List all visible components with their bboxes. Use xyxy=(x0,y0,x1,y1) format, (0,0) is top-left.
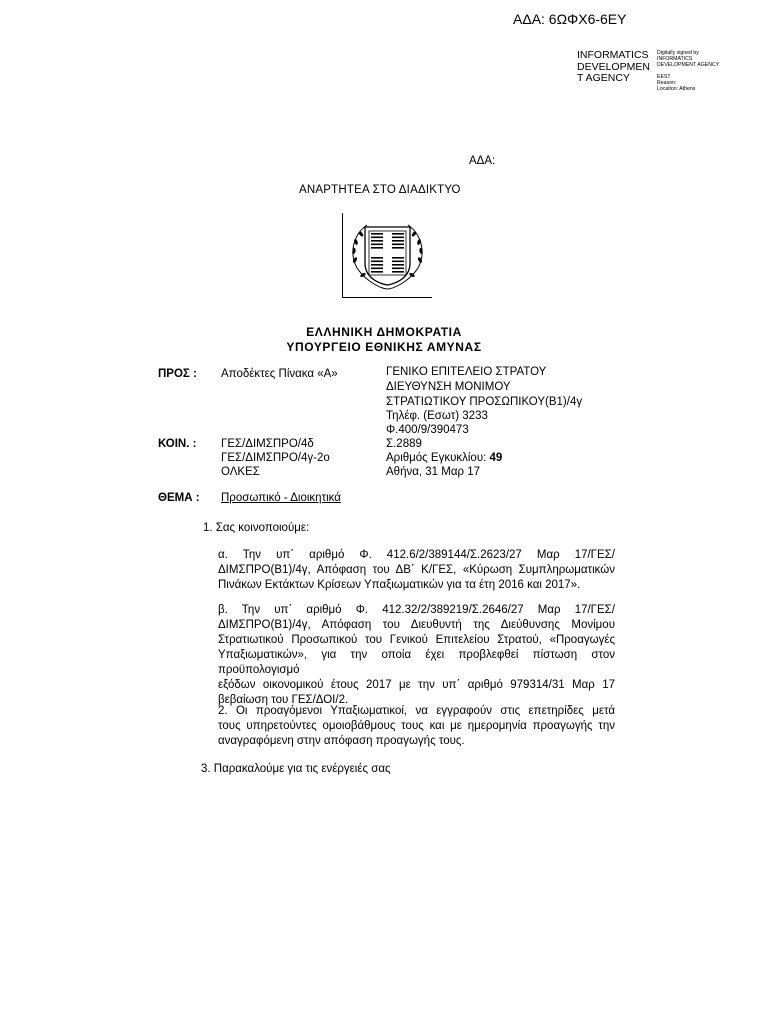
paragraph-line: Στρατιωτικού Προσωπικού του Γενικού Επιτελείου Στρατού, «Προαγωγές xyxy=(218,634,615,646)
emblem-frame xyxy=(342,213,432,298)
signature-detail-line: EEST xyxy=(657,74,671,80)
thema-label: ΘΕΜΑ : xyxy=(158,492,200,504)
signature-org xyxy=(577,50,650,85)
koin-line: ΓΕΣ/ΔΙΜΣΠΡΟ/4δ xyxy=(221,438,314,450)
signature-detail-line: Reason: xyxy=(657,80,677,86)
sender-line: ΓΕΝΙΚΟ ΕΠΙΤΕΛΕΙΟ ΣΤΡΑΤΟΥ xyxy=(386,366,547,378)
sender-line: Σ.2889 xyxy=(386,438,422,450)
signature-detail-line: DEVELOPMENT AGENCY xyxy=(657,62,720,68)
paragraph-line: αναγραφόμενη στην απόφαση προαγωγής τους. xyxy=(218,735,465,747)
circular-label: Αριθμός Εγκυκλίου: xyxy=(386,452,487,464)
paragraph-line: β. Την υπ΄ αριθμό Φ. 412.32/2/389219/Σ.2646/27 Μαρ 17/ΓΕΣ/ xyxy=(218,604,615,616)
sender-line: ΣΤΡΑΤΙΩΤΙΚΟΥ ΠΡΟΣΩΠΙΚΟΥ(Β1)/4γ xyxy=(386,396,583,408)
paragraph-line: τους υπηρετούντες ομοιοβάθμους τους και με ημερομηνία προαγωγής την xyxy=(218,720,615,732)
koin-line: ΓΕΣ/ΔΙΜΣΠΡΟ/4γ-2ο xyxy=(221,452,330,464)
header-ministry: ΥΠΟΥΡΓΕΙΟ ΕΘΝΙΚΗΣ ΑΜΥΝΑΣ xyxy=(286,340,482,354)
paragraph-1b xyxy=(218,603,615,708)
sender-line: ΔΙΕΥΘΥΝΣΗ ΜΟΝΙΜΟΥ xyxy=(386,381,511,393)
posting-note: ΑΝΑΡΤΗΤΕΑ ΣΤΟ ΔΙΑΔΙΚΤΥΟ xyxy=(299,184,461,196)
signature-detail-line: Location: Athens xyxy=(657,86,696,92)
pros-label: ΠΡΟΣ : xyxy=(158,368,197,380)
paragraph-line: Υπαξιωματικών», για την οποία έχει προβλεφθεί πίστωση στον προϋπολογισμό xyxy=(218,649,615,676)
pros-value: Αποδέκτες Πίνακα «Α» xyxy=(221,368,338,380)
koin-label: ΚΟΙΝ. : xyxy=(158,438,197,450)
paragraph-1a xyxy=(218,548,615,593)
greek-coat-of-arms-icon xyxy=(343,213,432,297)
signature-org-line: DEVELOPMEN xyxy=(577,60,650,73)
signature-detail-line: INFORMATICS xyxy=(657,56,693,62)
circular-value: 49 xyxy=(489,452,503,464)
ada-code-top: ΑΔΑ: 6ΩΦΧ6-6ΕΥ xyxy=(513,11,627,27)
paragraph-line: α. Την υπ΄ αριθμό Φ. 412.6/2/389144/Σ.2623/27 Μαρ 17/ΓΕΣ/ xyxy=(218,549,615,561)
document-date: Αθήνα, 31 Μαρ 17 xyxy=(386,466,480,478)
ada-label: ΑΔΑ: xyxy=(469,155,496,167)
paragraph-2 xyxy=(218,704,615,749)
circular-number xyxy=(386,452,502,464)
signature-detail-line: Digitally signed by xyxy=(657,50,699,56)
paragraph-line: βεβαίωση του ΓΕΣ/ΔΟΙ/2. xyxy=(218,694,349,706)
koin-line: ΟΛΚΕΣ xyxy=(221,466,260,478)
paragraph-line: ΔΙΜΣΠΡΟ(Β1)/4γ, Απόφαση του Διευθυντή της Διεύθυνσης Μονίμου xyxy=(218,619,615,631)
header-republic: ΕΛΛΗΝΙΚΗ ΔΗΜΟΚΡΑΤΙΑ xyxy=(306,325,462,339)
sender-line: Τηλέφ. (Εσωτ) 3233 xyxy=(386,410,488,422)
paragraph-line: Πινάκων Εκτάκτων Κρίσεων Υπαξιωματικών για τα έτη 2016 και 2017». xyxy=(218,579,581,591)
thema-value: Προσωπικό - Διοικητικά xyxy=(221,492,341,504)
signature-org-line: INFORMATICS xyxy=(577,49,649,61)
paragraph-1: 1. Σας κοινοποιούμε: xyxy=(203,522,310,534)
paragraph-line: εξόδων οικονομικού έτους 2017 με την υπ΄ αριθμό 979314/31 Μαρ 17 xyxy=(218,679,615,691)
paragraph-line: ΔΙΜΣΠΡΟ(Β1)/4γ, Απόφαση του ΔΒ΄ Κ/ΓΕΣ, «Κύρωση Συμπληρωματικών xyxy=(218,564,615,576)
signature-details xyxy=(657,50,719,92)
paragraph-line: 2. Οι προαγόμενοι Υπαξιωματικοί, να εγγραφούν στις επετηρίδες μετά xyxy=(218,705,615,717)
paragraph-3: 3. Παρακαλούμε για τις ενέργειές σας xyxy=(201,763,391,775)
signature-org-line: T AGENCY xyxy=(577,72,630,84)
sender-line: Φ.400/9/390473 xyxy=(386,424,469,436)
